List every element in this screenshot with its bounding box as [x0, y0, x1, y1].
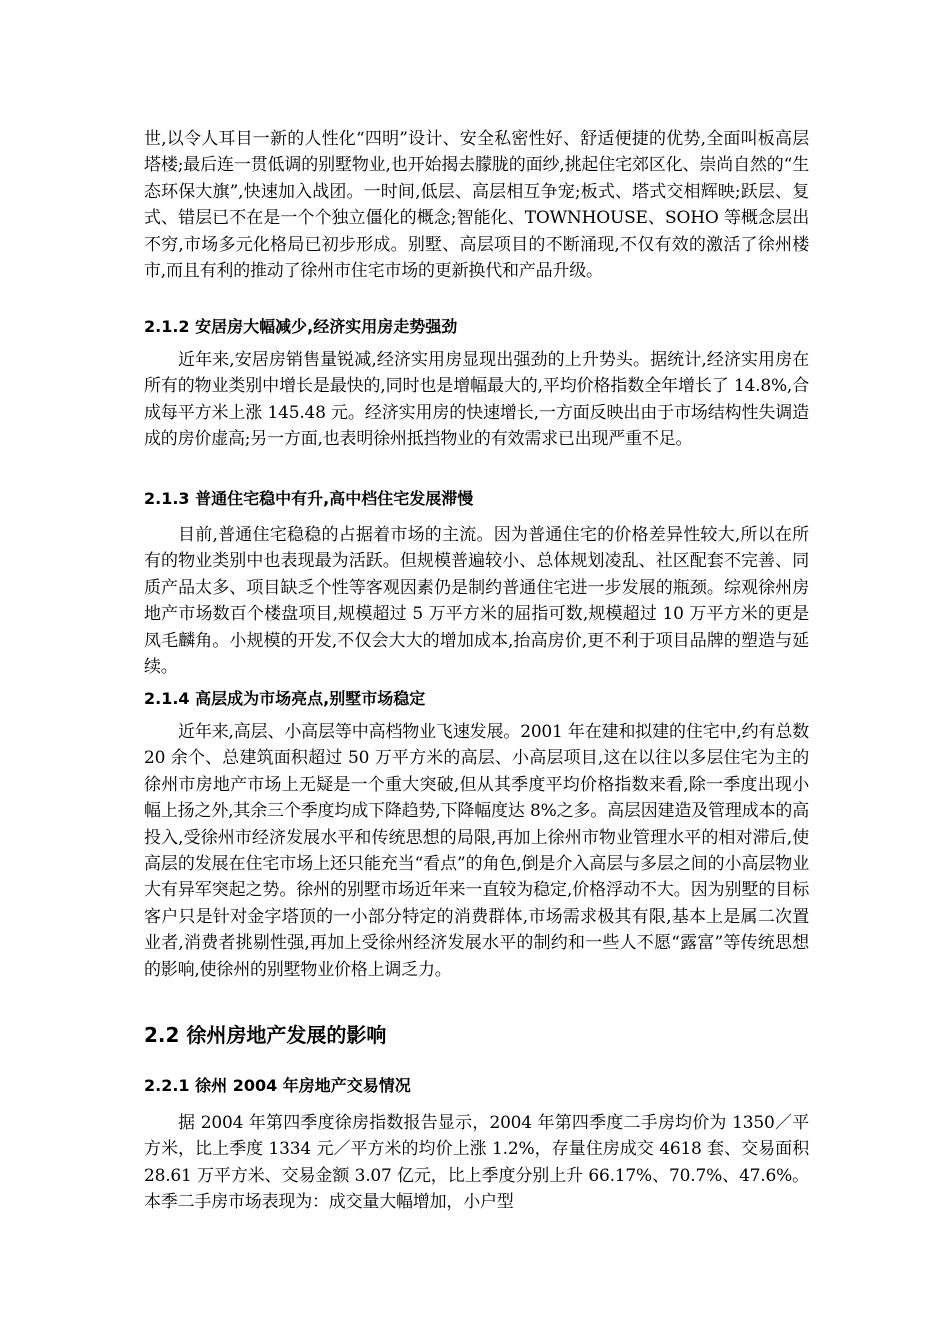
- heading-2-1-2: 2.1.2 安居房大幅减少,经济实用房走势强劲: [144, 317, 458, 336]
- paragraph-2-1-3: 目前,普通住宅稳稳的占据着市场的主流。因为普通住宅的价格差异性较大,所以在所有的物业类别中也表现最为活跃。但规模普遍较小、总体规划凌乱、社区配套不完善、同质产品太多、项目缺乏个性等客观因素仍是制约普通住宅进一步发展的瓶颈。综观徐州房地产市场数百个楼盘项目,规模超过 5 万平方米的屈指可数,规模超过 10 万平方米的更是凤毛麟角。小规模的开发,不仅会大大的增加成本,抬高房价,更不利于项目品牌的塑造与延续。: [144, 525, 809, 678]
- heading-2-2: 2.2 徐州房地产发展的影响: [144, 1023, 387, 1047]
- paragraph-2-1-2: 近年来,安居房销售量锐减,经济实用房显现出强劲的上升势头。据统计,经济实用房在所有的物业类别中增长是最快的,同时也是增幅最大的,平均价格指数全年增长了 14.8%,合成每平方米上涨 145.48 元。经济实用房的快速增长,一方面反映出由于市场结构性失调造成的房价虚高;另一方面,也表明徐州抵挡物业的有效需求已出现严重不足。: [144, 350, 809, 450]
- heading-2-1-3: 2.1.3 普通住宅稳中有升,高中档住宅发展滞慢: [144, 489, 474, 508]
- heading-2-2-1: 2.2.1 徐州 2004 年房地产交易情况: [144, 1076, 411, 1095]
- paragraph-2-1-4: 近年来,高层、小高层等中高档物业飞速发展。2001 年在建和拟建的住宅中,约有总数 20 余个、总建筑面积超过 50 万平方米的高层、小高层项目,这在以往以多层住宅为主的徐州市房地产市场上无疑是一个重大突破,但从其季度平均价格指数来看,除一季度出现小幅上扬之外,其余三个季度均成下降趋势,下降幅度达 8%之多。高层因建造及管理成本的高投入,受徐州市经济发展水平和传统思想的局限,再加上徐州市物业管理水平的相对滞后,使高层的发展在住宅市场上还只能充当“看点”的角色,倒是介入高层与多层之间的小高层物业大有异军突起之势。徐州的别墅市场近年来一直较为稳定,价格浮动不大。因为别墅的目标客户只是针对金字塔顶的一小部分特定的消费群体,市场需求极其有限,基本上是属二次置业者,消费者挑剔性强,再加上受徐州经济发展水平的制约和一些人不愿“露富”等传统思想的影响,使徐州的别墅物业价格上调乏力。: [144, 722, 809, 980]
- heading-2-1-4: 2.1.4 高层成为市场亮点,别墅市场稳定: [144, 689, 426, 708]
- paragraph-2-2-1: 据 2004 年第四季度徐房指数报告显示，2004 年第四季度二手房均价为 1350／平方米，比上季度 1334 元／平方米的均价上涨 1.2%，存量住房成交 4618 套、交易面积 28.61 万平方米、交易金额 3.07 亿元，比上季度分别上升 66.17%、70.7%、47.6%。本季二手房市场表现为：成交量大幅增加，小户型: [144, 1113, 809, 1213]
- intro-paragraph: 世,以令人耳目一新的人性化“四明”设计、安全私密性好、舒适便捷的优势,全面叫板高层塔楼;最后连一贯低调的别墅物业,也开始揭去朦胧的面纱,挑起住宅郊区化、崇尚自然的“生态环保大旗”,快速加入战团。一时间,低层、高层相互争宠;板式、塔式交相辉映;跃层、复式、错层已不在是一个个独立僵化的概念;智能化、TOWNHOUSE、SOHO 等概念层出不穷,市场多元化格局已初步形成。别墅、高层项目的不断涌现,不仅有效的激活了徐州楼市,而且有利的推动了徐州市住宅市场的更新换代和产品升级。: [144, 129, 809, 282]
